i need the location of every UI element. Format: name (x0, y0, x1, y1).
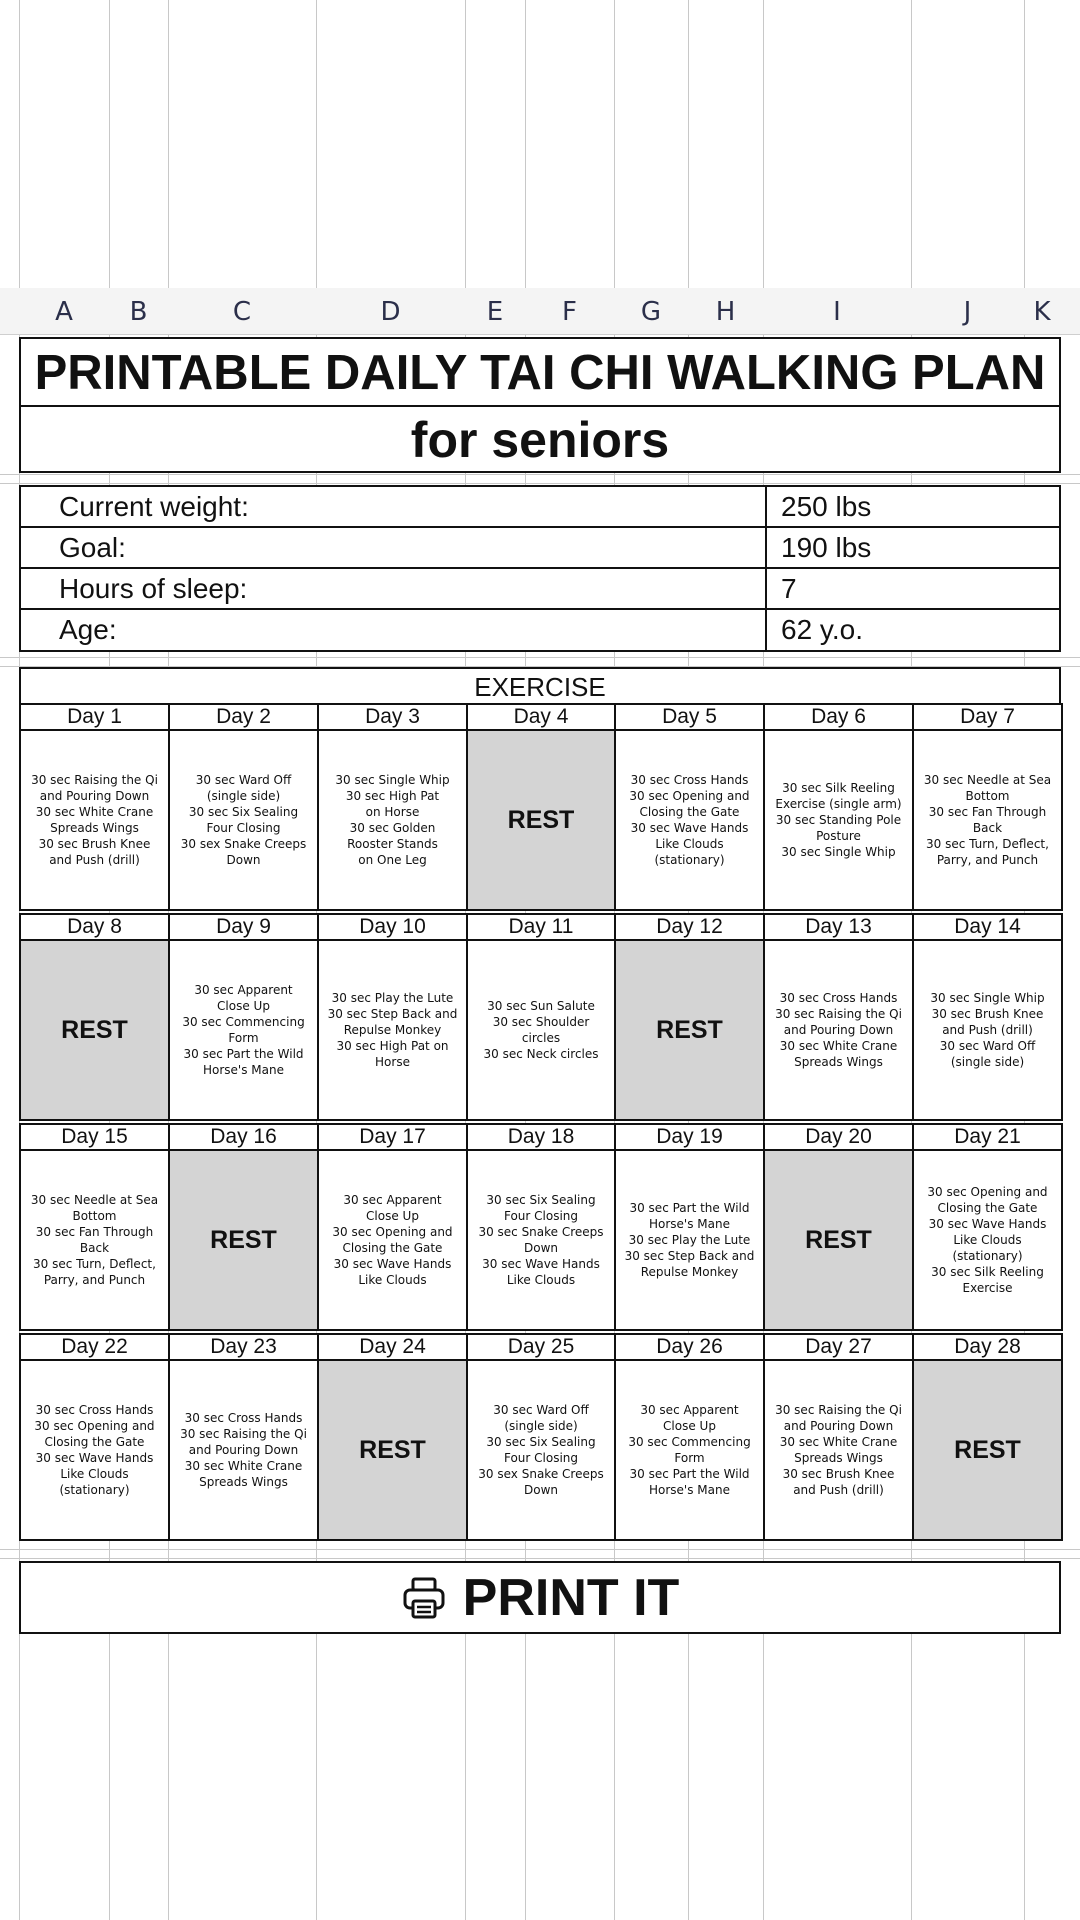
day-header: Day 12 (614, 913, 765, 941)
day-header: Day 27 (763, 1333, 914, 1361)
rest-label: REST (805, 1226, 872, 1254)
exercise-cell[interactable] (466, 939, 616, 1121)
column-header-g[interactable]: G (640, 297, 662, 327)
exercise-text: 30 sec Cross Hands 30 sec Opening and Closing the Gate 30 sec Wave Hands Like Clouds (stationary) (34, 1403, 155, 1497)
column-header-f[interactable]: F (562, 297, 577, 327)
info-label: Goal: (59, 532, 126, 563)
info-row-age (19, 608, 1061, 652)
info-label: Current weight: (59, 491, 249, 522)
column-header-h[interactable]: H (715, 297, 736, 327)
day-header: Day 18 (466, 1123, 616, 1151)
day-header: Day 26 (614, 1333, 765, 1361)
exercise-text: 30 sec Six Sealing Four Closing 30 sec Snake Creeps Down 30 sec Wave Hands Like Clouds (478, 1193, 604, 1287)
day-header: Day 2 (168, 703, 319, 731)
exercise-cell[interactable] (168, 1359, 319, 1541)
exercise-text: 30 sec Sun Salute 30 sec Shoulder circles 30 sec Neck circles (483, 999, 599, 1061)
day-header: Day 20 (763, 1123, 914, 1151)
exercise-cell[interactable] (912, 729, 1063, 911)
rest-day-cell[interactable] (317, 1359, 468, 1541)
exercise-cell[interactable] (614, 729, 765, 911)
info-value[interactable]: 7 (765, 569, 1061, 609)
day-header: Day 13 (763, 913, 914, 941)
day-header: Day 11 (466, 913, 616, 941)
rest-label: REST (656, 1016, 723, 1044)
rest-day-cell[interactable] (19, 939, 170, 1121)
rest-label: REST (210, 1226, 277, 1254)
rest-day-cell[interactable] (466, 729, 616, 911)
exercise-cell[interactable] (317, 1149, 468, 1331)
day-header: Day 17 (317, 1123, 468, 1151)
exercise-cell[interactable] (912, 1149, 1063, 1331)
day-header: Day 9 (168, 913, 319, 941)
exercise-cell[interactable] (466, 1359, 616, 1541)
rest-label: REST (61, 1016, 128, 1044)
exercise-text: 30 sec Ward Off (single side) 30 sec Six Sealing Four Closing 30 sex Snake Creeps Down (478, 1403, 604, 1497)
info-value[interactable]: 250 lbs (765, 487, 1061, 527)
exercise-cell[interactable] (317, 939, 468, 1121)
column-header-d[interactable]: D (380, 297, 401, 327)
print-label: PRINT IT (462, 1568, 680, 1627)
exercise-text: 30 sec Cross Hands 30 sec Raising the Qi and Pouring Down 30 sec White Crane Spreads Wings (775, 991, 902, 1069)
print-button[interactable] (19, 1561, 1061, 1634)
exercise-text: 30 sec Cross Hands 30 sec Opening and Closing the Gate 30 sec Wave Hands Like Clouds (stationary) (629, 773, 750, 867)
day-header: Day 28 (912, 1333, 1063, 1361)
day-header: Day 10 (317, 913, 468, 941)
exercise-cell[interactable] (19, 1359, 170, 1541)
day-header: Day 14 (912, 913, 1063, 941)
day-header: Day 15 (19, 1123, 170, 1151)
exercise-text: 30 sec Raising the Qi and Pouring Down 30 sec White Crane Spreads Wings 30 sec Brush Knee and Push (drill) (31, 773, 158, 867)
exercise-text: 30 sec Raising the Qi and Pouring Down 30 sec White Crane Spreads Wings 30 sec Brush Knee and Push (drill) (775, 1403, 902, 1497)
day-header: Day 5 (614, 703, 765, 731)
info-row-sleep (19, 567, 1061, 611)
day-header: Day 19 (614, 1123, 765, 1151)
column-header-c[interactable]: C (232, 297, 252, 327)
rest-day-cell[interactable] (168, 1149, 319, 1331)
rest-day-cell[interactable] (614, 939, 765, 1121)
info-label: Age: (59, 614, 117, 645)
info-row-weight (19, 485, 1061, 529)
day-header: Day 4 (466, 703, 616, 731)
info-table (19, 485, 1061, 655)
exercise-cell[interactable] (614, 1359, 765, 1541)
exercise-header: EXERCISE (19, 667, 1061, 705)
exercise-cell[interactable] (317, 729, 468, 911)
exercise-text: 30 sec Silk Reeling Exercise (single arm) 30 sec Standing Pole Posture 30 sec Single Whip (775, 781, 902, 859)
day-header: Day 8 (19, 913, 170, 941)
column-header-e[interactable]: E (486, 297, 504, 327)
page-subtitle: for seniors (19, 405, 1061, 473)
exercise-cell[interactable] (466, 1149, 616, 1331)
exercise-text: 30 sec Opening and Closing the Gate 30 sec Wave Hands Like Clouds (stationary) 30 sec Silk Reeling Exercise (927, 1185, 1048, 1295)
column-header-k[interactable]: K (1033, 297, 1051, 327)
exercise-text: 30 sec Needle at Sea Bottom 30 sec Fan Through Back 30 sec Turn, Deflect, Parry, and Punch (30, 1193, 159, 1287)
exercise-cell[interactable] (19, 729, 170, 911)
day-header: Day 7 (912, 703, 1063, 731)
rest-label: REST (359, 1436, 426, 1464)
info-value[interactable]: 62 y.o. (765, 610, 1061, 650)
printer-icon (401, 1575, 447, 1621)
exercise-text: 30 sec Single Whip 30 sec High Pat on Horse 30 sec Golden Rooster Stands on One Leg (335, 773, 450, 867)
exercise-text: 30 sec Play the Lute 30 sec Step Back and Repulse Monkey 30 sec High Pat on Horse (327, 991, 458, 1069)
day-header: Day 22 (19, 1333, 170, 1361)
day-header: Day 1 (19, 703, 170, 731)
day-header: Day 21 (912, 1123, 1063, 1151)
column-header-a[interactable]: A (55, 297, 73, 327)
column-header-i[interactable]: I (833, 297, 841, 327)
exercise-cell[interactable] (912, 939, 1063, 1121)
day-header: Day 16 (168, 1123, 319, 1151)
column-header-j[interactable]: J (963, 297, 972, 327)
column-header-bar (0, 288, 1080, 335)
exercise-cell[interactable] (168, 729, 319, 911)
info-label: Hours of sleep: (59, 573, 248, 604)
page-title: PRINTABLE DAILY TAI CHI WALKING PLAN (19, 337, 1061, 407)
column-header-b[interactable]: B (129, 297, 148, 327)
exercise-text: 30 sec Cross Hands 30 sec Raising the Qi and Pouring Down 30 sec White Crane Spreads Wings (180, 1411, 307, 1489)
exercise-cell[interactable] (763, 729, 914, 911)
exercise-cell[interactable] (763, 1359, 914, 1541)
exercise-text: 30 sec Apparent Close Up 30 sec Commencing Form 30 sec Part the Wild Horse's Mane (182, 983, 305, 1077)
day-header: Day 25 (466, 1333, 616, 1361)
exercise-cell[interactable] (19, 1149, 170, 1331)
exercise-text: 30 sec Part the Wild Horse's Mane 30 sec Play the Lute 30 sec Step Back and Repulse Monkey (624, 1201, 755, 1279)
rest-label: REST (954, 1436, 1021, 1464)
exercise-text: 30 sec Needle at Sea Bottom 30 sec Fan Through Back 30 sec Turn, Deflect, Parry, and Punch (923, 773, 1052, 867)
day-header: Day 6 (763, 703, 914, 731)
exercise-text: 30 sec Apparent Close Up 30 sec Commencing Form 30 sec Part the Wild Horse's Mane (628, 1403, 751, 1497)
exercise-cell[interactable] (168, 939, 319, 1121)
exercise-text: 30 sec Single Whip 30 sec Brush Knee and Push (drill) 30 sec Ward Off (single side) (930, 991, 1045, 1069)
rest-day-cell[interactable] (912, 1359, 1063, 1541)
rest-day-cell[interactable] (763, 1149, 914, 1331)
exercise-text: 30 sec Ward Off (single side) 30 sec Six Sealing Four Closing 30 sex Snake Creeps Down (180, 773, 307, 867)
rest-label: REST (507, 806, 575, 834)
day-header: Day 24 (317, 1333, 468, 1361)
info-value[interactable]: 190 lbs (765, 528, 1061, 568)
exercise-cell[interactable] (614, 1149, 765, 1331)
day-header: Day 3 (317, 703, 468, 731)
exercise-cell[interactable] (763, 939, 914, 1121)
info-row-goal (19, 526, 1061, 570)
day-header: Day 23 (168, 1333, 319, 1361)
exercise-text: 30 sec Apparent Close Up 30 sec Opening and Closing the Gate 30 sec Wave Hands Like Clouds (332, 1193, 453, 1287)
